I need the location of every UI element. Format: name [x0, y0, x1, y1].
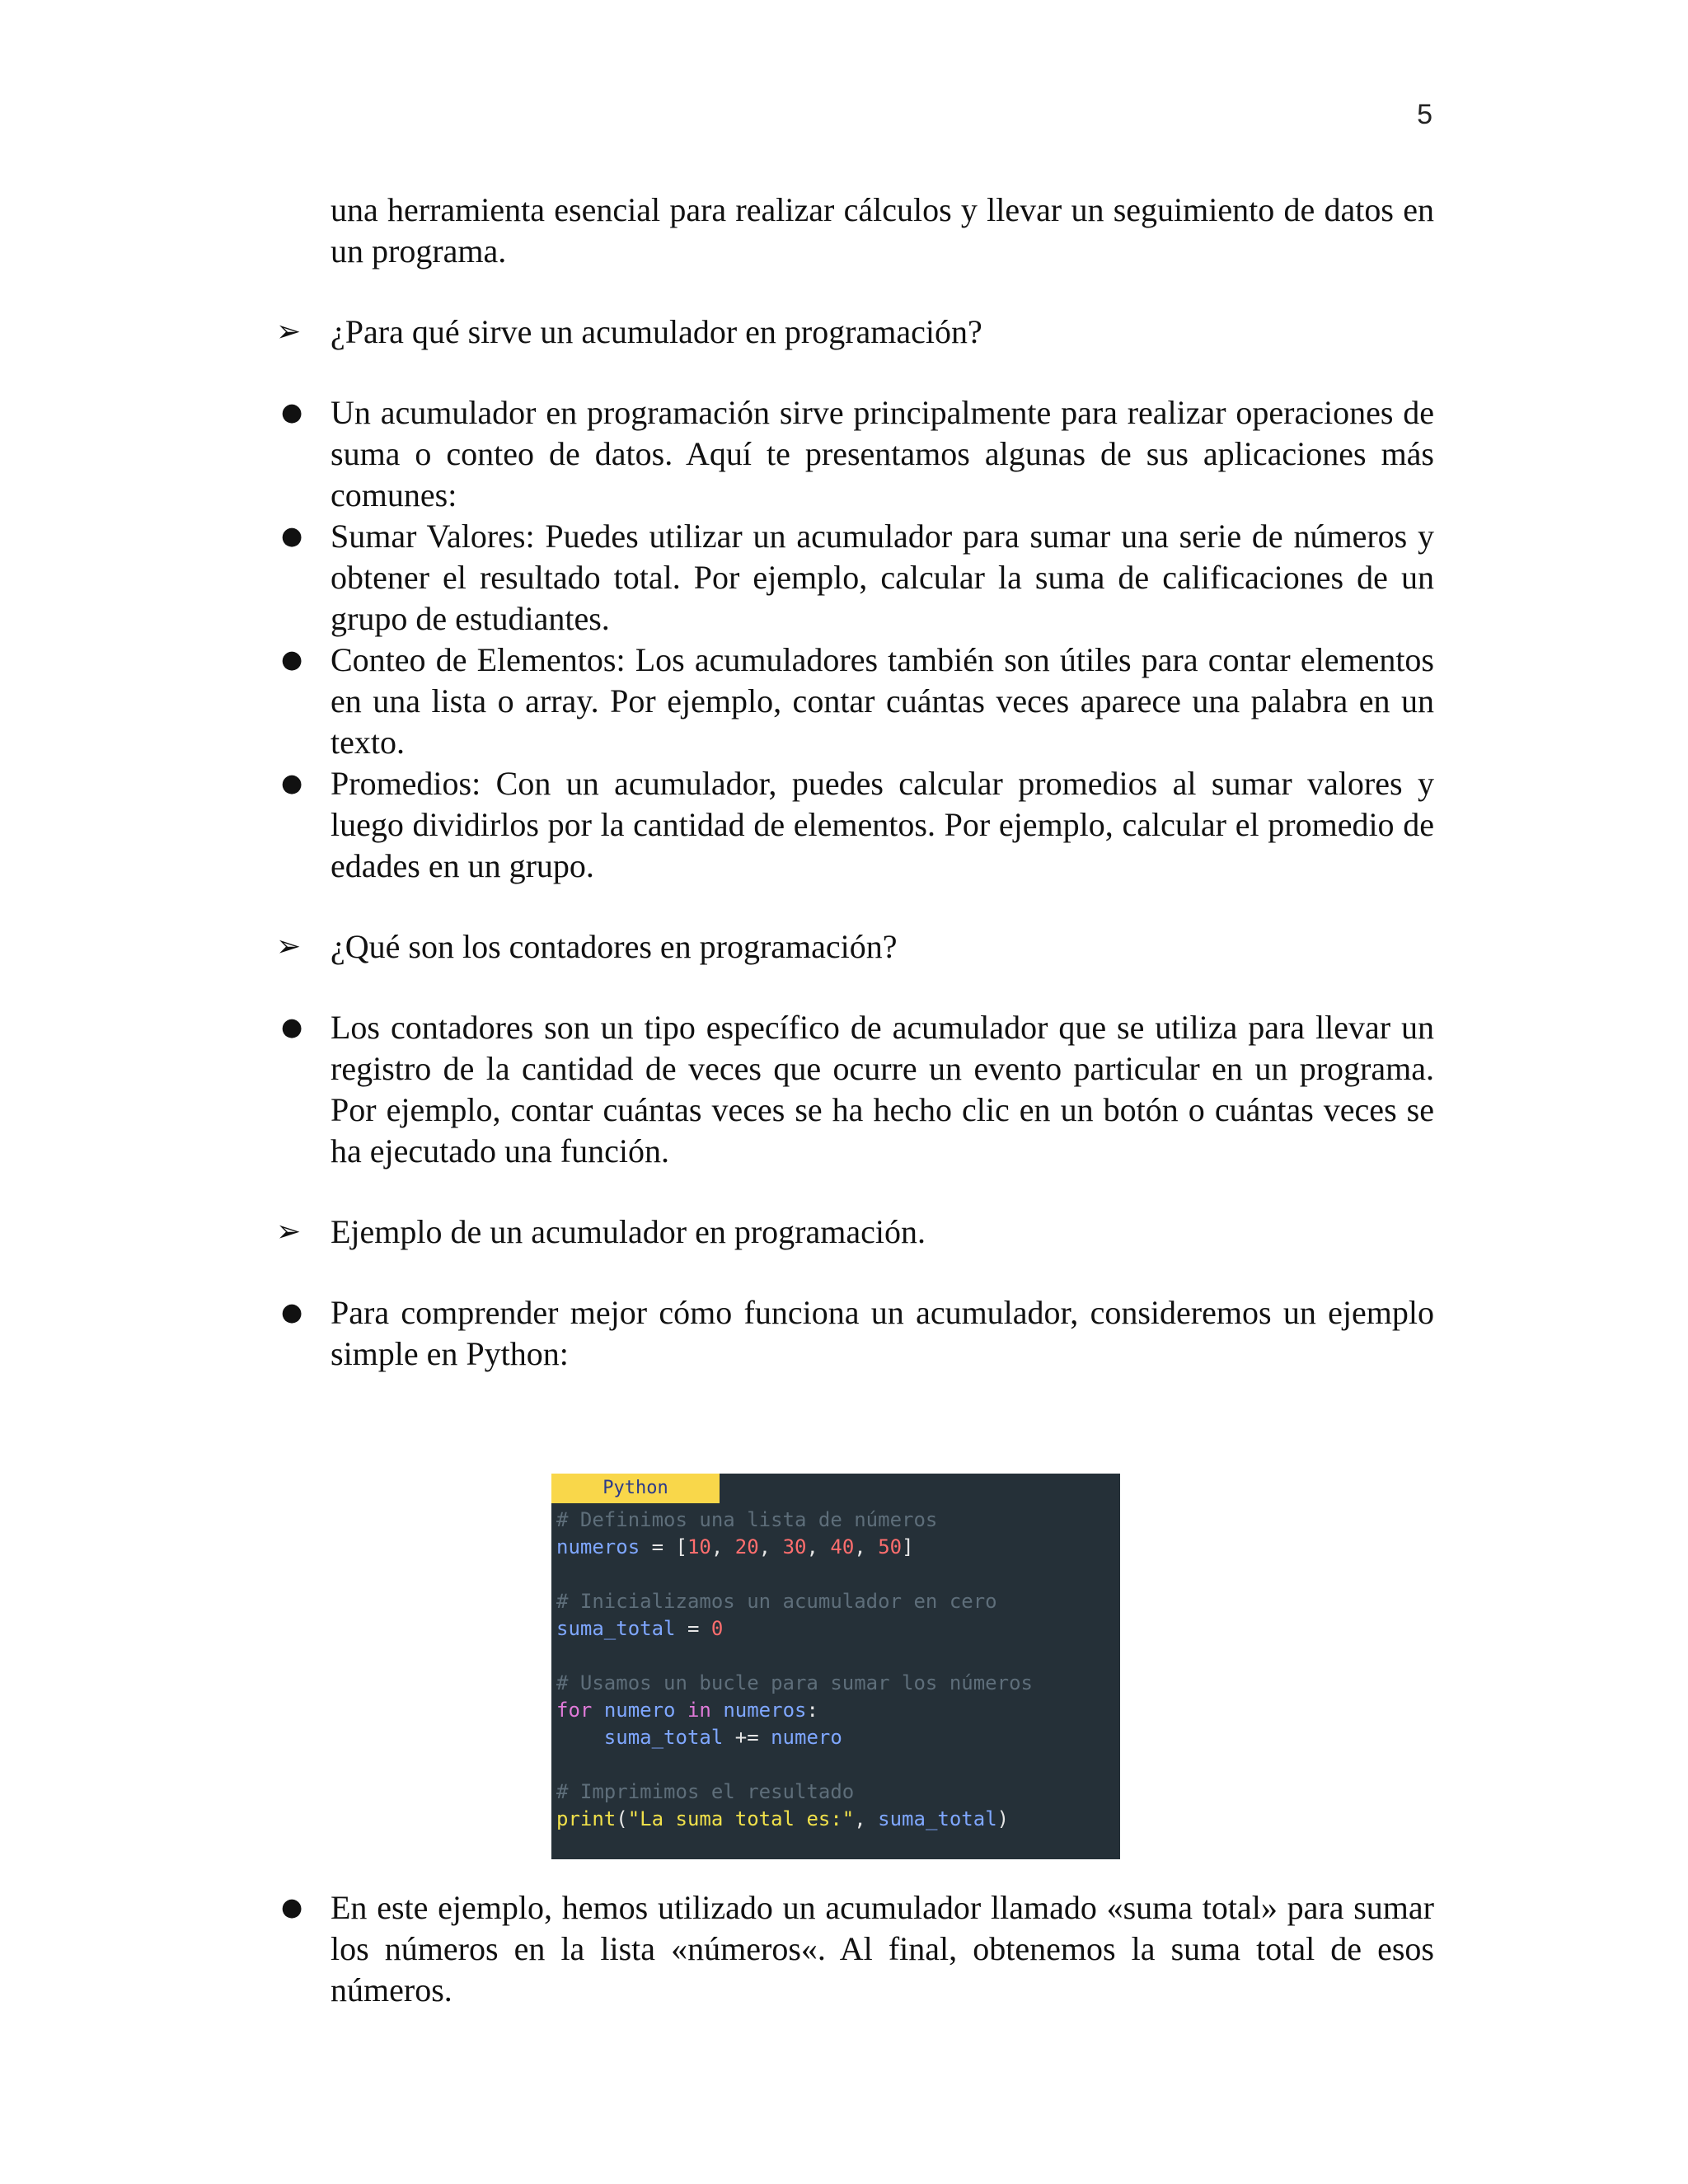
code-operator: ]	[902, 1535, 914, 1558]
code-variable: suma_total	[603, 1726, 724, 1749]
code-operator: = [	[640, 1535, 687, 1558]
arrowhead-bullet-icon: ➢	[276, 315, 302, 349]
code-comment: # Definimos una lista de números	[556, 1508, 938, 1531]
code-string: "La suma total es:"	[627, 1807, 855, 1830]
list-item-text: Conteo de Elementos: Los acumuladores también son útiles para contar elementos en una lista o array. Por ejemplo, contar cuántas veces aparece una palabra en un texto.	[331, 641, 1434, 761]
list-item-text: Para comprender mejor cómo funciona un acumulador, consideremos un ejemplo simple en Python:	[331, 1294, 1434, 1372]
round-bullet-icon: ●	[281, 522, 303, 551]
code-operator: )	[996, 1807, 1010, 1830]
round-bullet-icon: ●	[281, 1893, 303, 1922]
python-code-screenshot	[551, 1474, 1120, 1859]
list-item-text: Los contadores son un tipo específico de acumulador que se utiliza para llevar un registro de la cantidad de veces que ocurre un evento particular en un programa. Por ejemplo, contar cuántas veces se ha hecho clic en un botón o cuántas veces se ha ejecutado una función.	[331, 1009, 1434, 1169]
code-number: 40	[830, 1535, 855, 1558]
round-bullet-icon: ●	[281, 645, 303, 674]
code-operator: =	[675, 1617, 711, 1640]
round-bullet-icon: ●	[281, 1298, 303, 1327]
section-heading-text: ¿Qué son los contadores en programación?	[331, 928, 898, 965]
section-heading-text: Ejemplo de un acumulador en programación.	[331, 1213, 926, 1250]
code-number: 30	[782, 1535, 807, 1558]
list-item-text: Sumar Valores: Puedes utilizar un acumulador para sumar una serie de números y obtener el resultado total. Por ejemplo, calcular la suma de calificaciones de un grupo de estudiantes.	[331, 518, 1434, 637]
counters-bullet-list	[276, 1007, 1434, 1172]
code-comment: # Imprimimos el resultado	[556, 1780, 855, 1803]
purpose-bullet-list	[276, 392, 1434, 887]
arrowhead-bullet-icon: ➢	[276, 930, 302, 963]
code-operator: (	[616, 1807, 628, 1830]
code-number: 20	[734, 1535, 759, 1558]
intro-continuation: una herramienta esencial para realizar cálculos y llevar un seguimiento de datos en un programa.	[331, 191, 1434, 269]
list-item	[276, 516, 1434, 640]
code-language-tab: Python	[551, 1474, 720, 1503]
code-function: print	[556, 1807, 617, 1830]
code-keyword: for	[556, 1699, 593, 1722]
code-operator: ,	[854, 1807, 879, 1830]
round-bullet-icon: ●	[281, 1013, 303, 1042]
code-variable: numeros	[723, 1699, 807, 1722]
code-comment: # Usamos un bucle para sumar los números	[556, 1671, 1033, 1694]
code-variable: suma_total	[878, 1807, 997, 1830]
code-variable: numeros	[556, 1535, 640, 1558]
code-number: 0	[710, 1617, 724, 1640]
code-operator: +=	[723, 1726, 771, 1749]
list-item	[276, 1007, 1434, 1172]
section-heading-text: ¿Para qué sirve un acumulador en programación?	[331, 313, 982, 350]
list-item-text: Promedios: Con un acumulador, puedes calcular promedios al sumar valores y luego dividirlos por la cantidad de elementos. Por ejemplo, calcular el promedio de edades en un grupo.	[331, 765, 1434, 884]
list-item	[276, 1292, 1434, 1375]
code-indent	[556, 1726, 604, 1749]
example-bullet-list	[276, 1292, 1434, 1375]
code-variable: suma_total	[556, 1617, 676, 1640]
code-number: 50	[878, 1535, 903, 1558]
list-item-text: En este ejemplo, hemos utilizado un acumulador llamado «suma total» para sumar los números en la lista «números«. Al final, obtenemos la suma total de esos números.	[331, 1889, 1434, 2008]
document-body	[276, 190, 1434, 2011]
conclusion-bullet-list	[276, 1887, 1434, 2011]
code-variable: numero	[771, 1726, 842, 1749]
code-number: 10	[687, 1535, 711, 1558]
list-item-text: Un acumulador en programación sirve principalmente para realizar operaciones de suma o conteo de datos. Aquí te presentamos algunas de sus aplicaciones más comunes:	[331, 394, 1434, 513]
page-number: 5	[1417, 99, 1432, 130]
list-item	[276, 1887, 1434, 2011]
arrowhead-bullet-icon: ➢	[276, 1215, 302, 1249]
section-heading-purpose	[276, 312, 1434, 353]
list-item	[276, 392, 1434, 516]
section-heading-example	[276, 1212, 1434, 1253]
code-operator: :	[806, 1699, 818, 1722]
list-item	[276, 640, 1434, 763]
code-comment: # Inicializamos un acumulador en cero	[556, 1590, 997, 1613]
section-heading-counters	[276, 926, 1434, 968]
round-bullet-icon: ●	[281, 769, 303, 798]
code-variable: numero	[603, 1699, 676, 1722]
list-item	[276, 763, 1434, 887]
code-keyword: in	[687, 1699, 711, 1722]
round-bullet-icon: ●	[281, 398, 303, 427]
code-body: # Definimos una lista de números numeros = [10, 20, 30, 40, 50] # Inicializamos un acumulador en cero suma_total = 0 # Usamos un bucle para sumar los números for numero in numeros: suma_total += numero # Imprimimos el resultado print("La suma total es:", suma_total)	[556, 1508, 1033, 1830]
